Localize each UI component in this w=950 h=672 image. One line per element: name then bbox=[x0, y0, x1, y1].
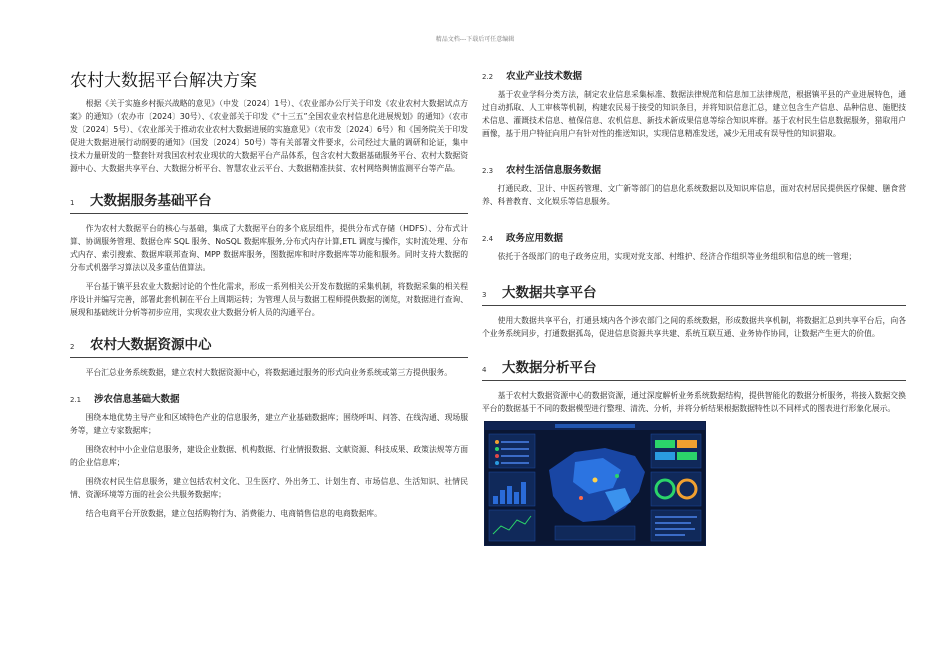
section-heading bbox=[70, 189, 468, 214]
subsection-number: 2.3 bbox=[482, 167, 494, 175]
subsection-title: 农业产业技术数据 bbox=[506, 71, 583, 82]
paragraph: 作为农村大数据平台的核心与基础，集成了大数据平台的多个底层组件，提供分布式存储（HDFS）、分布式计算、协调服务管理、数据仓库 SQL 服务、NoSQL 数据库服务,分布式内存计算,ETL 调度与操作，实时流处理、分布式内存、索引搜索、数据库联邦查询、MPP 数据库服务，图数据库和时序数据库等功能和服务。同时支持大数据的分布式机器学习算法以及多重估值算法。 bbox=[70, 224, 468, 272]
document-title: 农村大数据平台解决方案 bbox=[70, 71, 257, 91]
paragraph: 围绕农村民生信息服务，建立包括农村文化、卫生医疗、外出务工、计划生育、市场信息、生活知识、社情民情、资源环境等方面的社会公共服务数据库； bbox=[70, 477, 468, 499]
section-heading bbox=[70, 333, 468, 358]
section-number: 3 bbox=[482, 291, 487, 299]
paragraph: 使用大数据共享平台，打通县域内各个涉农部门之间的系统数据，形成数据共享机制，将数据汇总到共享平台后，向各个业务系统同步，打通数据孤岛，促进信息资源共享共建、系统互联互通、业务协作协同，让数据产生更大的价值。 bbox=[482, 316, 906, 338]
section-number: 2 bbox=[70, 343, 75, 351]
subsection-heading bbox=[70, 391, 468, 405]
paragraph: 基于农业学科分类方法，制定农业信息采集标准、数据法律规范和信息加工法律规范，根据镇平县的产业进展特色，通过自动抓取、人工审核等机制，构建农民易于接受的知识条目，并将知识信息汇总，建立包含生产信息、品种信息、施肥技术信息、灌溉技术信息、植保信息、农机信息、新技术新成果信息等综合知识库群。基于农村民生信息数据服务，猎取用户画像，基于用户特征向用户有针对性的推送知识，实现信息精准发送，减少无用或有误导性的知识猎取。 bbox=[482, 90, 906, 138]
section-title: 大数据共享平台 bbox=[502, 285, 597, 301]
dashboard-illustration bbox=[485, 422, 705, 545]
subsection-number: 2.1 bbox=[70, 396, 82, 404]
paragraph: 围绕农村中小企业信息服务，建设企业数据、机构数据、行业情报数据、文献资源、科技成果、政策法规等方面的企业信息库； bbox=[70, 445, 468, 467]
right-column bbox=[482, 60, 906, 546]
subsection-heading bbox=[482, 230, 906, 244]
paragraph: 依托于各级部门的电子政务应用，实现对党支部、村维护、经济合作组织等业务组织和信息的统一管理； bbox=[497, 252, 857, 261]
paragraph: 平台基于镇平县农业大数据讨论的个性化需求，形成一系列相关公开发布数据的采集机制，将数据采集的相关程序设计并编写完善，部署此套机制在平台上周期运转；为管理人员与数据工程师提供数据的浏览，对数据进行查询、展现和基础统计分析等初步应用，实现农业大数据分析人员的沟通平台。 bbox=[70, 282, 468, 317]
subsection-number: 2.4 bbox=[482, 235, 494, 243]
subsection-title: 政务应用数据 bbox=[506, 233, 564, 244]
subsection-title: 涉农信息基础大数据 bbox=[94, 394, 180, 405]
paragraph: 平台汇总业务系统数据，建立农村大数据资源中心，将数据通过服务的形式向业务系统或第三方提供服务。 bbox=[85, 368, 453, 377]
section-title: 大数据服务基础平台 bbox=[90, 193, 212, 209]
subsection-heading bbox=[482, 68, 906, 82]
left-column bbox=[70, 60, 468, 526]
intro-paragraph: 根据《关于实施乡村振兴战略的意见》（中发〔2024〕1号）、《农业部办公厅关于印发《农业农村大数据试点方案》的通知》（农办市〔2024〕30号）、《农业部关于印发《“十三五”全国农业农村信息化进展规划》的通知》（农市发〔2024〕5号）、《农业部关于推动农业农村大数据进展的实施意见》（农市发〔2024〕6号）和《国务院关于印发促进大数据进展行动纲要的通知》（国发〔2024〕50号）等有关部署文件要求，公司经过大量的调研和论证，集中技术力量研发的一整套针对我国农村农业现状的大数据平台产品体系，包含农村大数据基础服务平台、农村大数据资源中心、大数据共享平台、大数据分析平台、智慧农业云平台、大数据精准扶贫、农村网络舆情监测平台等产品。 bbox=[70, 99, 468, 173]
paragraph: 结合电商平台开放数据，建立包括购物行为、消费能力、电商销售信息的电商数据库。 bbox=[85, 509, 382, 518]
paragraph: 打通民政、卫计、中医药管理、文广新等部门的信息化系统数据以及知识库信息，面对农村居民提供医疗保健、膳食营养、科普教育、文化娱乐等信息服务。 bbox=[482, 184, 906, 206]
section-number: 1 bbox=[70, 199, 75, 207]
section-title: 大数据分析平台 bbox=[502, 360, 597, 376]
subsection-number: 2.2 bbox=[482, 73, 494, 81]
paragraph: 基于农村大数据资源中心的数据资源，通过深度解析业务系统数据结构，提供智能化的数据分析服务，将接入数据交换平台的数据基于不同的数据模型进行整理、清洗、分析，并将分析结果根据数据特性以不同样式的图表进行形象化展示。 bbox=[482, 391, 906, 413]
header-note: 精品文档---下载后可任意编辑 bbox=[435, 36, 515, 43]
section-heading bbox=[482, 356, 906, 381]
section-number: 4 bbox=[482, 366, 487, 374]
subsection-title: 农村生活信息服务数据 bbox=[506, 165, 602, 176]
subsection-heading bbox=[482, 162, 906, 176]
paragraph: 围绕本地优势主导产业和区域特色产业的信息服务，建立产业基础数据库；围绕呼叫、问答、在线沟通、现场服务等，建立专家数据库； bbox=[70, 413, 468, 435]
section-heading bbox=[482, 281, 906, 306]
section-title: 农村大数据资源中心 bbox=[90, 337, 212, 353]
dashboard-screenshot bbox=[484, 421, 706, 546]
